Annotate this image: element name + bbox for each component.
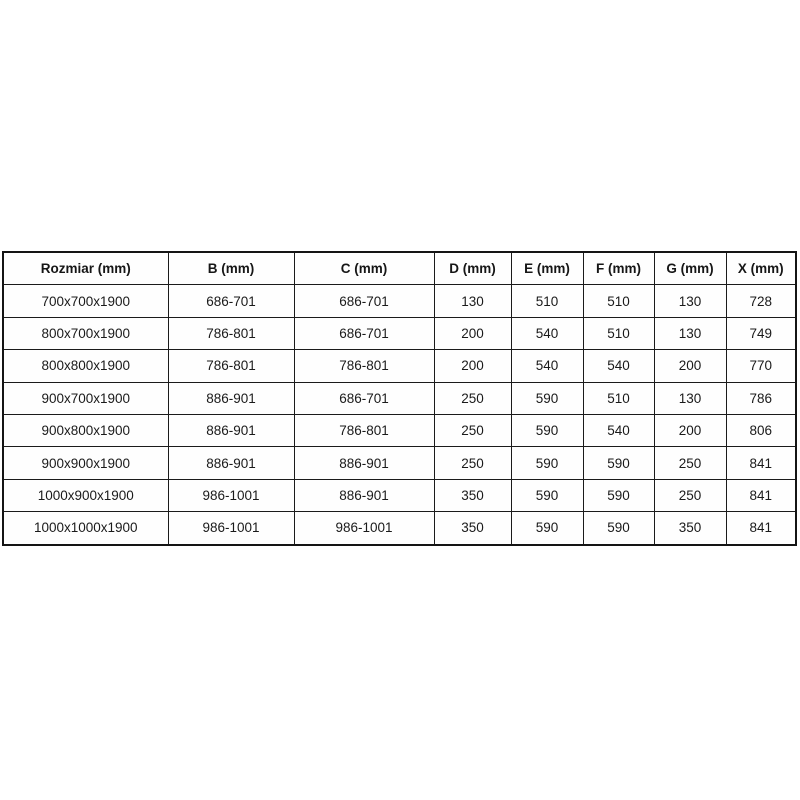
- size-cell: 900x800x1900: [3, 414, 168, 446]
- value-cell: 200: [654, 350, 726, 382]
- value-cell: 540: [511, 350, 583, 382]
- column-header-e: E (mm): [511, 252, 583, 285]
- value-cell: 841: [726, 512, 796, 545]
- column-header-d: D (mm): [434, 252, 511, 285]
- value-cell: 350: [434, 479, 511, 511]
- size-cell: 700x700x1900: [3, 285, 168, 317]
- column-header-c: C (mm): [294, 252, 434, 285]
- value-cell: 770: [726, 350, 796, 382]
- value-cell: 590: [583, 447, 654, 479]
- table-row: [3, 350, 796, 382]
- value-cell: 540: [583, 414, 654, 446]
- value-cell: 786-801: [168, 317, 294, 349]
- table-row: [3, 317, 796, 349]
- value-cell: 749: [726, 317, 796, 349]
- value-cell: 510: [511, 285, 583, 317]
- value-cell: 786-801: [294, 350, 434, 382]
- value-cell: 130: [654, 285, 726, 317]
- value-cell: 686-701: [294, 285, 434, 317]
- value-cell: 986-1001: [168, 512, 294, 545]
- value-cell: 250: [434, 382, 511, 414]
- table-body: [3, 285, 796, 545]
- size-cell: 900x700x1900: [3, 382, 168, 414]
- size-cell: 800x800x1900: [3, 350, 168, 382]
- column-header-b: B (mm): [168, 252, 294, 285]
- value-cell: 786: [726, 382, 796, 414]
- value-cell: 590: [511, 512, 583, 545]
- value-cell: 130: [434, 285, 511, 317]
- value-cell: 510: [583, 317, 654, 349]
- value-cell: 806: [726, 414, 796, 446]
- value-cell: 250: [654, 479, 726, 511]
- value-cell: 130: [654, 382, 726, 414]
- value-cell: 786-801: [168, 350, 294, 382]
- value-cell: 590: [583, 479, 654, 511]
- size-cell: 1000x900x1900: [3, 479, 168, 511]
- value-cell: 590: [511, 382, 583, 414]
- value-cell: 686-701: [168, 285, 294, 317]
- table-row: [3, 447, 796, 479]
- value-cell: 686-701: [294, 317, 434, 349]
- value-cell: 886-901: [294, 479, 434, 511]
- size-cell: 900x900x1900: [3, 447, 168, 479]
- value-cell: 540: [583, 350, 654, 382]
- dimensions-spec-table: [2, 251, 797, 546]
- value-cell: 728: [726, 285, 796, 317]
- column-header-rozmiar: Rozmiar (mm): [3, 252, 168, 285]
- value-cell: 250: [434, 447, 511, 479]
- value-cell: 841: [726, 447, 796, 479]
- value-cell: 250: [654, 447, 726, 479]
- table-row: [3, 382, 796, 414]
- value-cell: 590: [511, 479, 583, 511]
- table-header-row: [3, 252, 796, 285]
- value-cell: 590: [583, 512, 654, 545]
- value-cell: 200: [434, 317, 511, 349]
- value-cell: 841: [726, 479, 796, 511]
- column-header-g: G (mm): [654, 252, 726, 285]
- size-cell: 1000x1000x1900: [3, 512, 168, 545]
- table-row: [3, 512, 796, 545]
- value-cell: 986-1001: [168, 479, 294, 511]
- value-cell: 540: [511, 317, 583, 349]
- value-cell: 200: [654, 414, 726, 446]
- value-cell: 886-901: [294, 447, 434, 479]
- table-row: [3, 414, 796, 446]
- value-cell: 510: [583, 285, 654, 317]
- table-row: [3, 479, 796, 511]
- value-cell: 786-801: [294, 414, 434, 446]
- value-cell: 686-701: [294, 382, 434, 414]
- value-cell: 886-901: [168, 382, 294, 414]
- column-header-f: F (mm): [583, 252, 654, 285]
- value-cell: 250: [434, 414, 511, 446]
- column-header-x: X (mm): [726, 252, 796, 285]
- value-cell: 350: [654, 512, 726, 545]
- value-cell: 350: [434, 512, 511, 545]
- value-cell: 886-901: [168, 414, 294, 446]
- value-cell: 510: [583, 382, 654, 414]
- value-cell: 986-1001: [294, 512, 434, 545]
- value-cell: 130: [654, 317, 726, 349]
- value-cell: 590: [511, 447, 583, 479]
- value-cell: 590: [511, 414, 583, 446]
- value-cell: 200: [434, 350, 511, 382]
- table-row: [3, 285, 796, 317]
- value-cell: 886-901: [168, 447, 294, 479]
- size-cell: 800x700x1900: [3, 317, 168, 349]
